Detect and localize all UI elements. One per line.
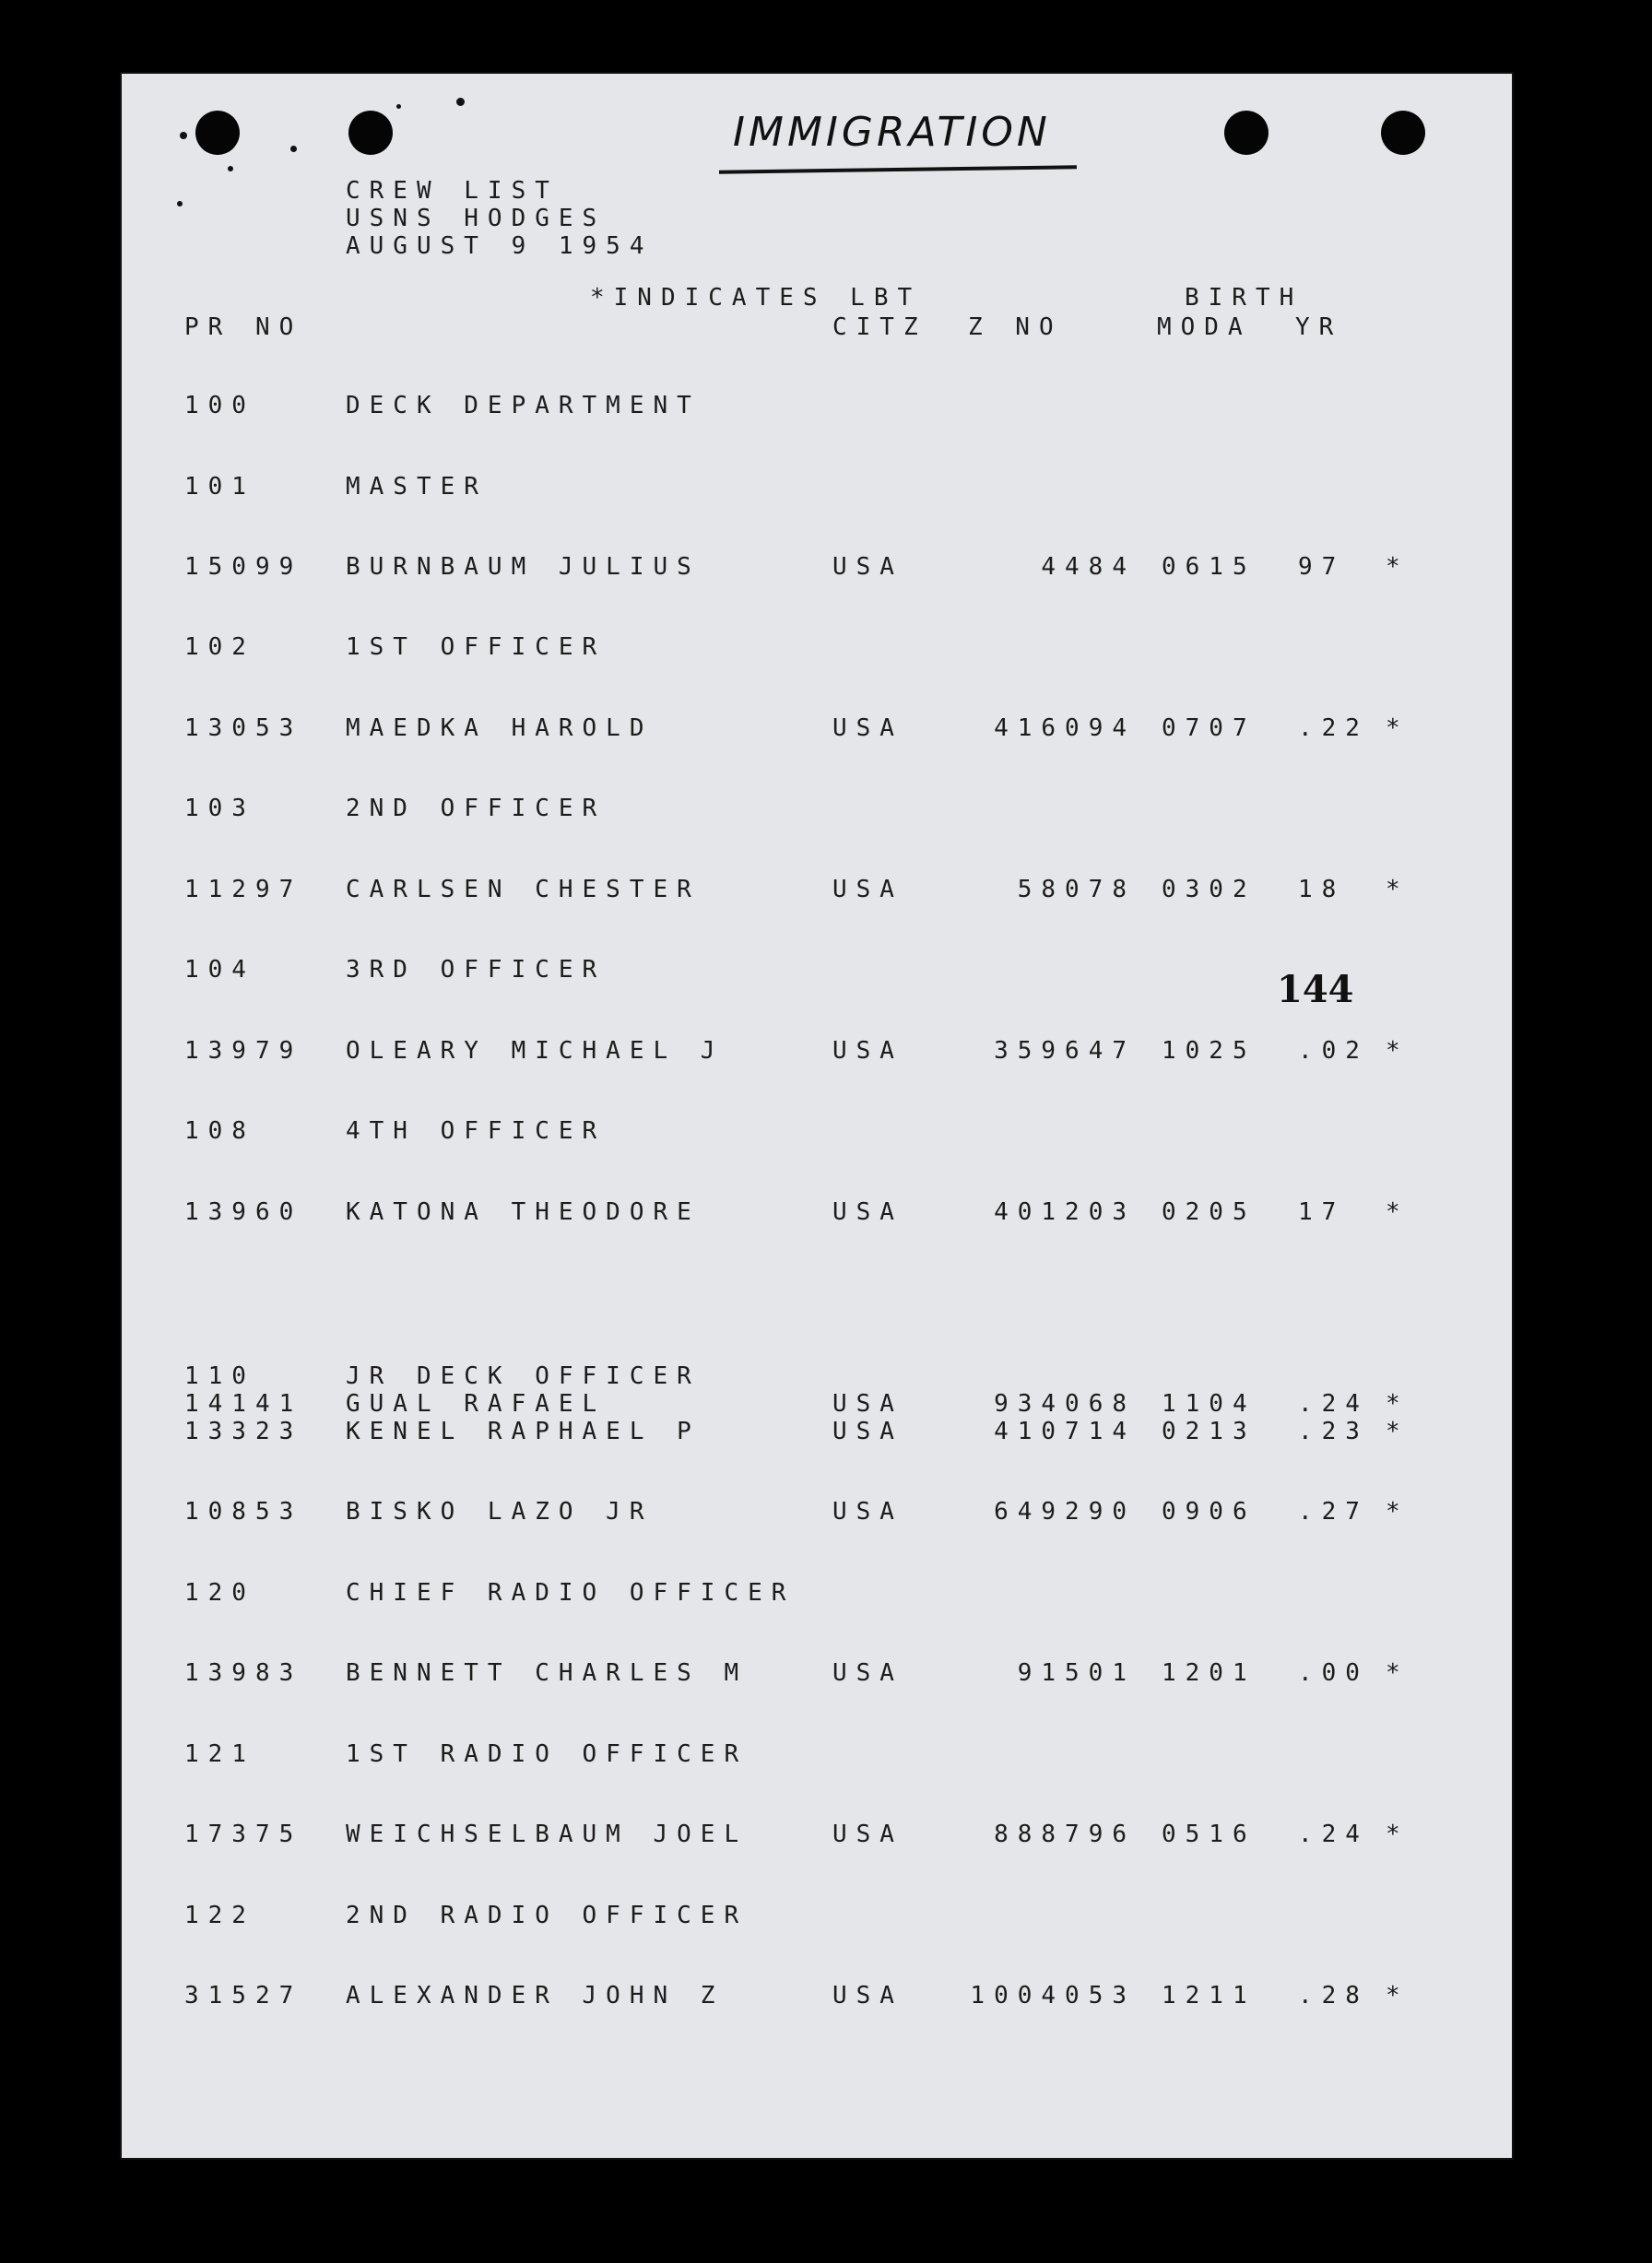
citizenship: USA — [832, 1982, 903, 2010]
section-title: 1ST OFFICER — [346, 633, 607, 661]
z-number: 58078 — [1017, 876, 1136, 903]
section-code: 121 — [184, 1740, 255, 1768]
section-code: 122 — [184, 1902, 255, 1929]
z-number: 888796 — [994, 1821, 1136, 1848]
birth-year: .02 — [1298, 1037, 1369, 1065]
birth-year: 97 — [1298, 553, 1346, 581]
lbt-marker: * — [1386, 553, 1410, 581]
birth-year: 18 — [1298, 876, 1346, 903]
citizenship: USA — [832, 1498, 903, 1526]
citizenship: USA — [832, 1659, 903, 1687]
citizenship: USA — [832, 1037, 903, 1065]
header-crew-list: CREW LIST — [346, 177, 559, 205]
section-code: 101 — [184, 473, 255, 501]
citizenship: USA — [832, 553, 903, 581]
z-number: 649290 — [994, 1498, 1136, 1526]
citizenship: USA — [832, 1821, 903, 1848]
col-header-pr-no: PR NO — [184, 313, 303, 341]
section-title: 3RD OFFICER — [346, 956, 607, 984]
pr-number: 14141 — [184, 1390, 303, 1418]
citizenship: USA — [832, 1198, 903, 1226]
punch-hole — [195, 111, 240, 155]
z-number: 359647 — [994, 1037, 1136, 1065]
section-title: JR DECK OFFICER — [346, 1362, 701, 1390]
crew-name: KENEL RAPHAEL P — [346, 1418, 701, 1445]
pr-number: 10853 — [184, 1498, 303, 1526]
pr-number: 13979 — [184, 1037, 303, 1065]
crew-name: WEICHSELBAUM JOEL — [346, 1821, 749, 1848]
col-header-birth: BIRTH — [1185, 284, 1304, 312]
pr-number: 11297 — [184, 876, 303, 903]
punch-hole — [348, 111, 393, 155]
ink-speck — [290, 146, 297, 152]
pr-number: 31527 — [184, 1982, 303, 2010]
crew-name: MAEDKA HAROLD — [346, 714, 654, 742]
z-number: 1004053 — [970, 1982, 1136, 2010]
birth-month-day: 1201 — [1162, 1659, 1257, 1687]
crew-name: GUAL RAFAEL — [346, 1390, 607, 1418]
birth-month-day: 1211 — [1162, 1982, 1257, 2010]
lbt-marker: * — [1386, 1821, 1410, 1848]
birth-year: .23 — [1298, 1418, 1369, 1445]
ink-speck — [180, 132, 187, 139]
crew-name: BISKO LAZO JR — [346, 1498, 654, 1526]
section-title: 2ND OFFICER — [346, 795, 607, 822]
birth-year: .00 — [1298, 1659, 1369, 1687]
lbt-marker: * — [1386, 1982, 1410, 2010]
lbt-marker: * — [1386, 714, 1410, 742]
pr-number: 17375 — [184, 1821, 303, 1848]
crew-name: ALEXANDER JOHN Z — [346, 1982, 725, 2010]
ink-speck — [177, 201, 183, 206]
z-number: 410714 — [994, 1418, 1136, 1445]
birth-month-day: 0213 — [1162, 1418, 1257, 1445]
lbt-marker: * — [1386, 1198, 1410, 1226]
section-code: 108 — [184, 1117, 255, 1145]
section-code: 103 — [184, 795, 255, 822]
col-header-citz: CITZ — [832, 313, 927, 341]
crew-name: CARLSEN CHESTER — [346, 876, 701, 903]
section-title: MASTER — [346, 473, 488, 501]
section-title: 2ND RADIO OFFICER — [346, 1902, 749, 1929]
ink-speck — [228, 166, 233, 171]
lbt-marker: * — [1386, 1390, 1410, 1418]
z-number: 401203 — [994, 1198, 1136, 1226]
crew-name: KATONA THEODORE — [346, 1198, 701, 1226]
citizenship: USA — [832, 876, 903, 903]
ink-speck — [396, 104, 401, 109]
col-header-moda: MODA — [1157, 313, 1252, 341]
citizenship: USA — [832, 714, 903, 742]
lbt-marker: * — [1386, 876, 1410, 903]
birth-year: .27 — [1298, 1498, 1369, 1526]
section-code: 110 — [184, 1362, 255, 1390]
citizenship: USA — [832, 1390, 903, 1418]
crew-name: BURNBAUM JULIUS — [346, 553, 701, 581]
pr-number: 15099 — [184, 553, 303, 581]
pr-number: 13983 — [184, 1659, 303, 1687]
lbt-marker: * — [1386, 1498, 1410, 1526]
lbt-legend: *INDICATES LBT — [590, 284, 922, 312]
immigration-annotation: IMMIGRATION — [733, 109, 1051, 156]
crew-name: OLEARY MICHAEL J — [346, 1037, 725, 1065]
pr-number: 13323 — [184, 1418, 303, 1445]
birth-month-day: 0205 — [1162, 1198, 1257, 1226]
punch-hole — [1381, 111, 1425, 155]
pr-number: 13960 — [184, 1198, 303, 1226]
section-code: 100 — [184, 392, 255, 419]
birth-year: .24 — [1298, 1390, 1369, 1418]
birth-year: .22 — [1298, 714, 1369, 742]
birth-year: 17 — [1298, 1198, 1346, 1226]
birth-month-day: 0516 — [1162, 1821, 1257, 1848]
z-number: 416094 — [994, 714, 1136, 742]
lbt-marker: * — [1386, 1659, 1410, 1687]
punch-hole — [1224, 111, 1268, 155]
header-date: AUGUST 9 1954 — [346, 232, 654, 260]
lbt-marker: * — [1386, 1418, 1410, 1445]
section-title: 4TH OFFICER — [346, 1117, 607, 1145]
citizenship: USA — [832, 1418, 903, 1445]
section-title: DECK DEPARTMENT — [346, 392, 701, 419]
z-number: 91501 — [1017, 1659, 1136, 1687]
col-header-z-no: Z NO — [968, 313, 1063, 341]
section-code: 102 — [184, 633, 255, 661]
z-number: 4484 — [1041, 553, 1136, 581]
birth-month-day: 0615 — [1162, 553, 1257, 581]
birth-month-day: 1104 — [1162, 1390, 1257, 1418]
birth-month-day: 0906 — [1162, 1498, 1257, 1526]
pr-number: 13053 — [184, 714, 303, 742]
z-number: 934068 — [994, 1390, 1136, 1418]
birth-month-day: 0302 — [1162, 876, 1257, 903]
birth-year: .24 — [1298, 1821, 1369, 1848]
ink-speck — [456, 98, 465, 106]
section-code: 104 — [184, 956, 255, 984]
section-title: 1ST RADIO OFFICER — [346, 1740, 749, 1768]
birth-month-day: 1025 — [1162, 1037, 1257, 1065]
col-header-yr: YR — [1295, 313, 1343, 341]
section-title: CHIEF RADIO OFFICER — [346, 1579, 796, 1607]
birth-year: .28 — [1298, 1982, 1369, 2010]
page-number-stamp: 144 — [1277, 968, 1354, 1011]
crew-name: BENNETT CHARLES M — [346, 1659, 749, 1687]
birth-month-day: 0707 — [1162, 714, 1257, 742]
section-code: 120 — [184, 1579, 255, 1607]
header-ship-name: USNS HODGES — [346, 205, 607, 232]
lbt-marker: * — [1386, 1037, 1410, 1065]
